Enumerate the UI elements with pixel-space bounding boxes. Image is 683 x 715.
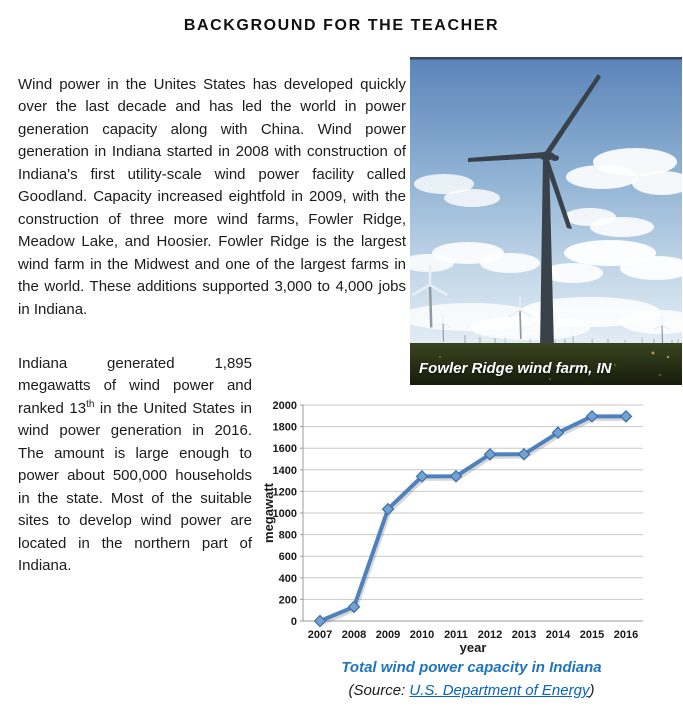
y-tick-label: 600 xyxy=(278,551,297,564)
y-tick-label: 400 xyxy=(278,572,297,585)
y-tick-label: 200 xyxy=(278,594,297,607)
stats-paragraph xyxy=(18,353,252,578)
chart-y-tick-labels xyxy=(273,400,297,628)
source-link[interactable]: U.S. Department of Energy xyxy=(409,682,590,699)
x-tick-label: 2014 xyxy=(545,629,571,641)
stats-text-2: in the United States in wind power generation in 2016. The amount is large enough to power about 500,000 households in the state. Most of the suitable sites to develop wind power are located in the northern part of Indiana. xyxy=(18,399,252,575)
data-point-2007 xyxy=(315,616,326,627)
x-tick-label: 2009 xyxy=(375,629,401,641)
ordinal-superscript: th xyxy=(86,398,95,410)
photo-caption: Fowler Ridge wind farm, IN xyxy=(419,360,612,377)
capacity-chart xyxy=(260,392,683,657)
source-prefix: (Source: xyxy=(348,682,410,699)
chart-caption: Total wind power capacity in Indiana xyxy=(341,659,602,676)
x-tick-label: 2010 xyxy=(409,629,435,641)
y-tick-label: 2000 xyxy=(272,400,297,412)
x-tick-label: 2007 xyxy=(307,629,333,641)
x-tick-label: 2012 xyxy=(477,629,503,641)
x-tick-label: 2011 xyxy=(444,629,468,641)
chart-line-series xyxy=(315,411,632,627)
chart-source-line xyxy=(260,682,683,699)
chart-gridlines xyxy=(300,405,643,621)
y-tick-label: 1200 xyxy=(272,486,297,499)
y-tick-label: 1400 xyxy=(272,464,297,477)
chart-y-axis-title: megawatt xyxy=(261,483,276,543)
y-tick-label: 1800 xyxy=(272,421,297,434)
x-tick-label: 2015 xyxy=(579,629,605,641)
y-tick-label: 800 xyxy=(278,529,297,542)
series-line xyxy=(320,416,626,621)
x-tick-label: 2008 xyxy=(341,629,367,641)
y-tick-label: 1000 xyxy=(272,508,297,520)
x-tick-label: 2013 xyxy=(511,629,537,641)
intro-paragraph: Wind power in the Unites States has developed quickly over the last decade and has led the world in power generation capacity along with China. Wind power generation in Indiana started in 2008 with construction of Indiana's first utility-scale wind power facility called Goodland. Capacity increased eightfold in 2009, with the construction of three more wind farms, Fowler Ridge, Meadow Lake, and Hoosier. Fowler Ridge is the largest wind farm in the Midwest and one of the largest farms in the world. These additions supported 3,000 to 4,000 jobs in Indiana. xyxy=(18,76,406,318)
y-tick-label: 0 xyxy=(290,616,297,628)
wind-farm-photo-art xyxy=(410,57,682,385)
photo-top-edge xyxy=(410,57,682,60)
stats-text-1: Indiana generated 1,895 megawatts of wind power and ranked 13 xyxy=(18,355,252,417)
x-tick-label: 2016 xyxy=(613,629,639,641)
page-title: BACKGROUND FOR THE TEACHER xyxy=(183,16,500,34)
capacity-line-chart xyxy=(260,392,683,657)
y-tick-label: 1600 xyxy=(272,443,297,456)
chart-x-axis-title: year xyxy=(459,640,487,655)
series-line-shadow xyxy=(322,419,628,624)
wind-farm-photo xyxy=(410,57,682,385)
source-suffix: ) xyxy=(589,682,595,699)
